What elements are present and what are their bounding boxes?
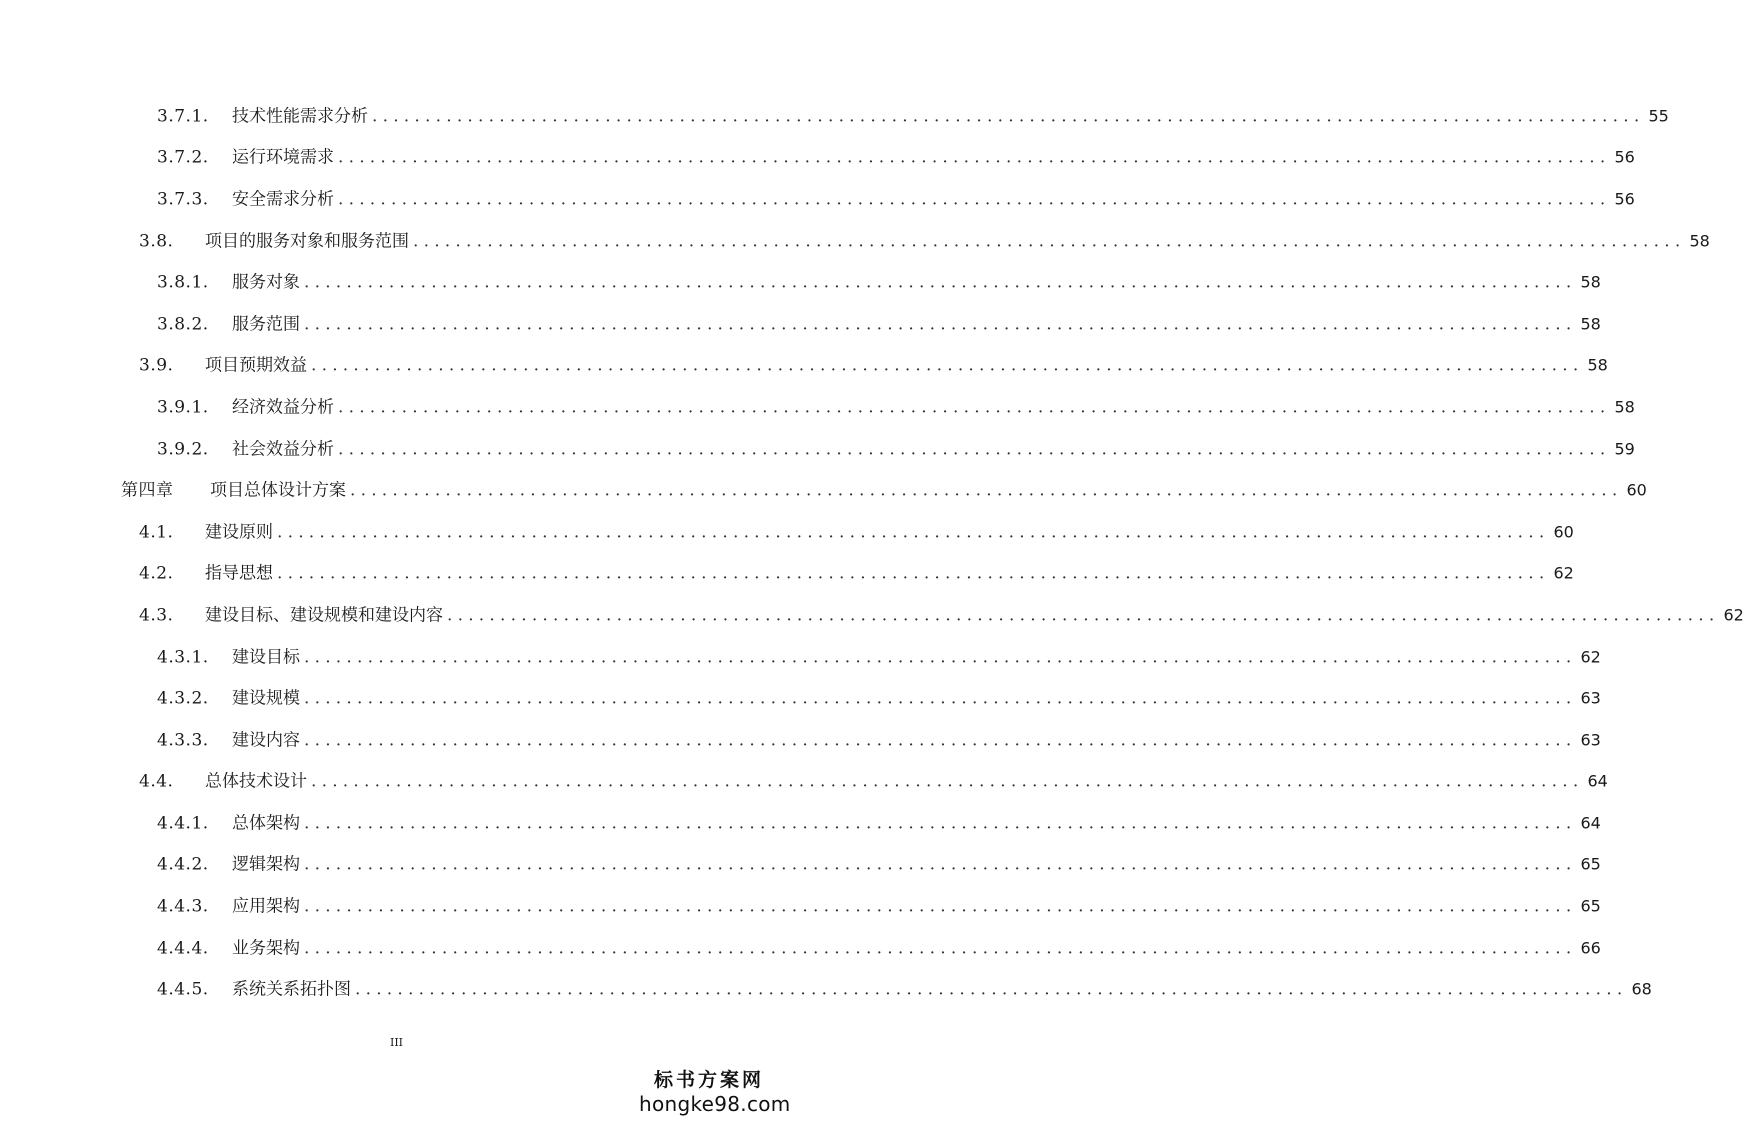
toc-entry-title: 运行环境需求 [232,147,334,168]
toc-entry-line [205,771,1608,792]
toc-entry-line [232,647,1601,668]
toc-entry[interactable] [0,845,1601,887]
toc-entry-number: 3.8.1. [157,272,209,293]
toc-dot-leader: ........................................................................................................................ [413,231,1686,252]
toc-entry[interactable] [0,969,1652,1011]
toc-entry-title: 建设内容 [232,730,300,751]
toc-entry[interactable] [0,762,1608,804]
toc-entry[interactable] [0,96,1669,138]
toc-entry-line [210,480,1647,501]
toc-entry-number: 4.4.2. [157,854,209,875]
toc-entry-number: 4.3.3. [157,730,209,751]
toc-entry-page: 55 [1648,106,1669,126]
toc-entry-number: 4.4.5. [157,979,209,1000]
toc-entry-title: 业务架构 [232,938,300,959]
toc-entry-title: 逻辑架构 [232,854,300,875]
toc-entry[interactable] [0,304,1601,346]
toc-dot-leader: ........................................................................................................................ [277,563,1550,584]
toc-dot-leader: ........................................................................................................................ [277,522,1550,543]
toc-dot-leader: ........................................................................................................................ [304,647,1577,668]
toc-entry-title: 指导思想 [205,563,273,584]
watermark-logo [639,1065,791,1116]
toc-entry-title: 总体技术设计 [205,771,307,792]
toc-entry[interactable] [0,346,1608,388]
toc-entry-title: 服务范围 [232,314,300,335]
toc-entry-line [232,896,1601,917]
toc-entry-number: 4.4. [139,771,174,792]
toc-entry[interactable] [0,637,1601,679]
toc-entry-title: 总体架构 [232,813,300,834]
toc-entry-page: 68 [1631,979,1652,999]
toc-entry-line [205,563,1574,584]
toc-entry-title: 建设目标、建设规模和建设内容 [205,605,443,626]
toc-entry-title: 系统关系拓扑图 [232,979,351,1000]
toc-entry[interactable] [0,928,1601,970]
toc-entry-number: 3.7.1. [157,106,209,127]
page-number: III [389,1036,404,1049]
toc-dot-leader: ........................................................................................................................ [355,979,1628,1000]
toc-entry[interactable] [0,720,1601,762]
toc-entry[interactable] [0,803,1601,845]
toc-entry-line [205,605,1744,626]
toc-entry-number: 第四章 [121,480,174,501]
toc-entry-line [232,106,1669,127]
toc-entry[interactable] [0,387,1635,429]
toc-entry-title: 经济效益分析 [232,397,334,418]
toc-entry-title: 项目预期效益 [205,355,307,376]
toc-entry-title: 建设目标 [232,647,300,668]
toc-dot-leader: ........................................................................................................................ [304,938,1577,959]
watermark-cn-text: 标书方案网 [653,1069,764,1091]
toc-entry-page: 62 [1553,563,1574,583]
toc-entry-line [232,938,1601,959]
toc-entry-page: 58 [1614,397,1635,417]
toc-entry-line [205,355,1608,376]
toc-entry-title: 社会效益分析 [232,439,334,460]
toc-entry-line [205,522,1574,543]
toc-dot-leader: ........................................................................................................................ [447,605,1720,626]
toc-entry-page: 60 [1626,480,1647,500]
watermark-en-text: hongke98.com [639,1092,791,1116]
toc-entry-number: 4.3. [139,605,174,626]
toc-entry-number: 3.7.2. [157,147,209,168]
toc-entry-title: 应用架构 [232,896,300,917]
toc-entry[interactable] [0,678,1601,720]
toc-entry-page: 62 [1723,605,1744,625]
toc-entry-line [232,854,1601,875]
toc-entry-title: 服务对象 [232,272,300,293]
toc-entry-page: 64 [1587,771,1608,791]
toc-dot-leader: ........................................................................................................................ [304,688,1577,709]
toc-entry-title: 建设原则 [205,522,273,543]
toc-entry-line [232,730,1601,751]
toc-entry[interactable] [0,554,1574,596]
toc-entry-number: 3.9. [139,355,174,376]
toc-dot-leader: ........................................................................................................................ [304,730,1577,751]
toc-dot-leader: ........................................................................................................................ [350,480,1623,501]
toc-entry-number: 4.2. [139,563,174,584]
toc-entry-page: 59 [1614,439,1635,459]
toc-entry[interactable] [0,512,1574,554]
toc-entry-number: 3.8. [139,231,174,252]
toc-entry-line [232,979,1652,1000]
toc-entry-title: 建设规模 [232,688,300,709]
toc-entry-page: 65 [1580,896,1601,916]
toc-entry-title: 项目总体设计方案 [210,480,346,501]
toc-entry-page: 65 [1580,854,1601,874]
toc-entry-page: 58 [1587,355,1608,375]
toc-dot-leader: ........................................................................................................................ [304,896,1577,917]
toc-entry-page: 56 [1614,147,1635,167]
table-of-contents [0,96,1744,1011]
toc-entry-page: 62 [1580,647,1601,667]
toc-entry-number: 4.3.1. [157,647,209,668]
toc-entry-line [232,439,1635,460]
toc-entry[interactable] [0,429,1635,471]
toc-entry-line [232,314,1601,335]
toc-entry-page: 56 [1614,189,1635,209]
toc-entry[interactable] [0,595,1744,637]
toc-dot-leader: ........................................................................................................................ [338,397,1611,418]
toc-entry-line [205,231,1710,252]
toc-entry-page: 63 [1580,688,1601,708]
toc-entry-page: 64 [1580,813,1601,833]
toc-entry-page: 63 [1580,730,1601,750]
toc-entry-page: 60 [1553,522,1574,542]
toc-dot-leader: ........................................................................................................................ [311,355,1584,376]
toc-dot-leader: ........................................................................................................................ [304,854,1577,875]
toc-entry-title: 技术性能需求分析 [232,106,368,127]
toc-entry-line [232,147,1635,168]
toc-dot-leader: ........................................................................................................................ [311,771,1584,792]
toc-entry-number: 4.1. [139,522,174,543]
toc-entry[interactable] [0,221,1710,263]
toc-entry-number: 4.3.2. [157,688,209,709]
toc-entry-number: 4.4.1. [157,813,209,834]
toc-entry-page: 66 [1580,938,1601,958]
toc-entry-title: 安全需求分析 [232,189,334,210]
toc-entry-number: 4.4.4. [157,938,209,959]
toc-entry-page: 58 [1580,272,1601,292]
toc-dot-leader: ........................................................................................................................ [304,813,1577,834]
toc-dot-leader: ........................................................................................................................ [338,189,1611,210]
toc-entry[interactable] [0,470,1647,512]
toc-entry-number: 3.9.1. [157,397,209,418]
toc-entry-page: 58 [1689,231,1710,251]
toc-entry[interactable] [0,138,1635,180]
toc-dot-leader: ........................................................................................................................ [304,272,1577,293]
toc-entry-line [232,688,1601,709]
toc-entry-page: 58 [1580,314,1601,334]
toc-entry-number: 3.9.2. [157,439,209,460]
toc-dot-leader: ........................................................................................................................ [338,147,1611,168]
toc-entry-line [232,272,1601,293]
toc-dot-leader: ........................................................................................................................ [372,106,1645,127]
toc-entry[interactable] [0,262,1601,304]
toc-dot-leader: ........................................................................................................................ [304,314,1577,335]
toc-entry-title: 项目的服务对象和服务范围 [205,231,409,252]
toc-entry-line [232,189,1635,210]
toc-entry-number: 3.8.2. [157,314,209,335]
toc-entry[interactable] [0,179,1635,221]
toc-entry[interactable] [0,886,1601,928]
toc-entry-number: 3.7.3. [157,189,209,210]
toc-dot-leader: ........................................................................................................................ [338,439,1611,460]
toc-entry-line [232,397,1635,418]
toc-entry-number: 4.4.3. [157,896,209,917]
toc-entry-line [232,813,1601,834]
